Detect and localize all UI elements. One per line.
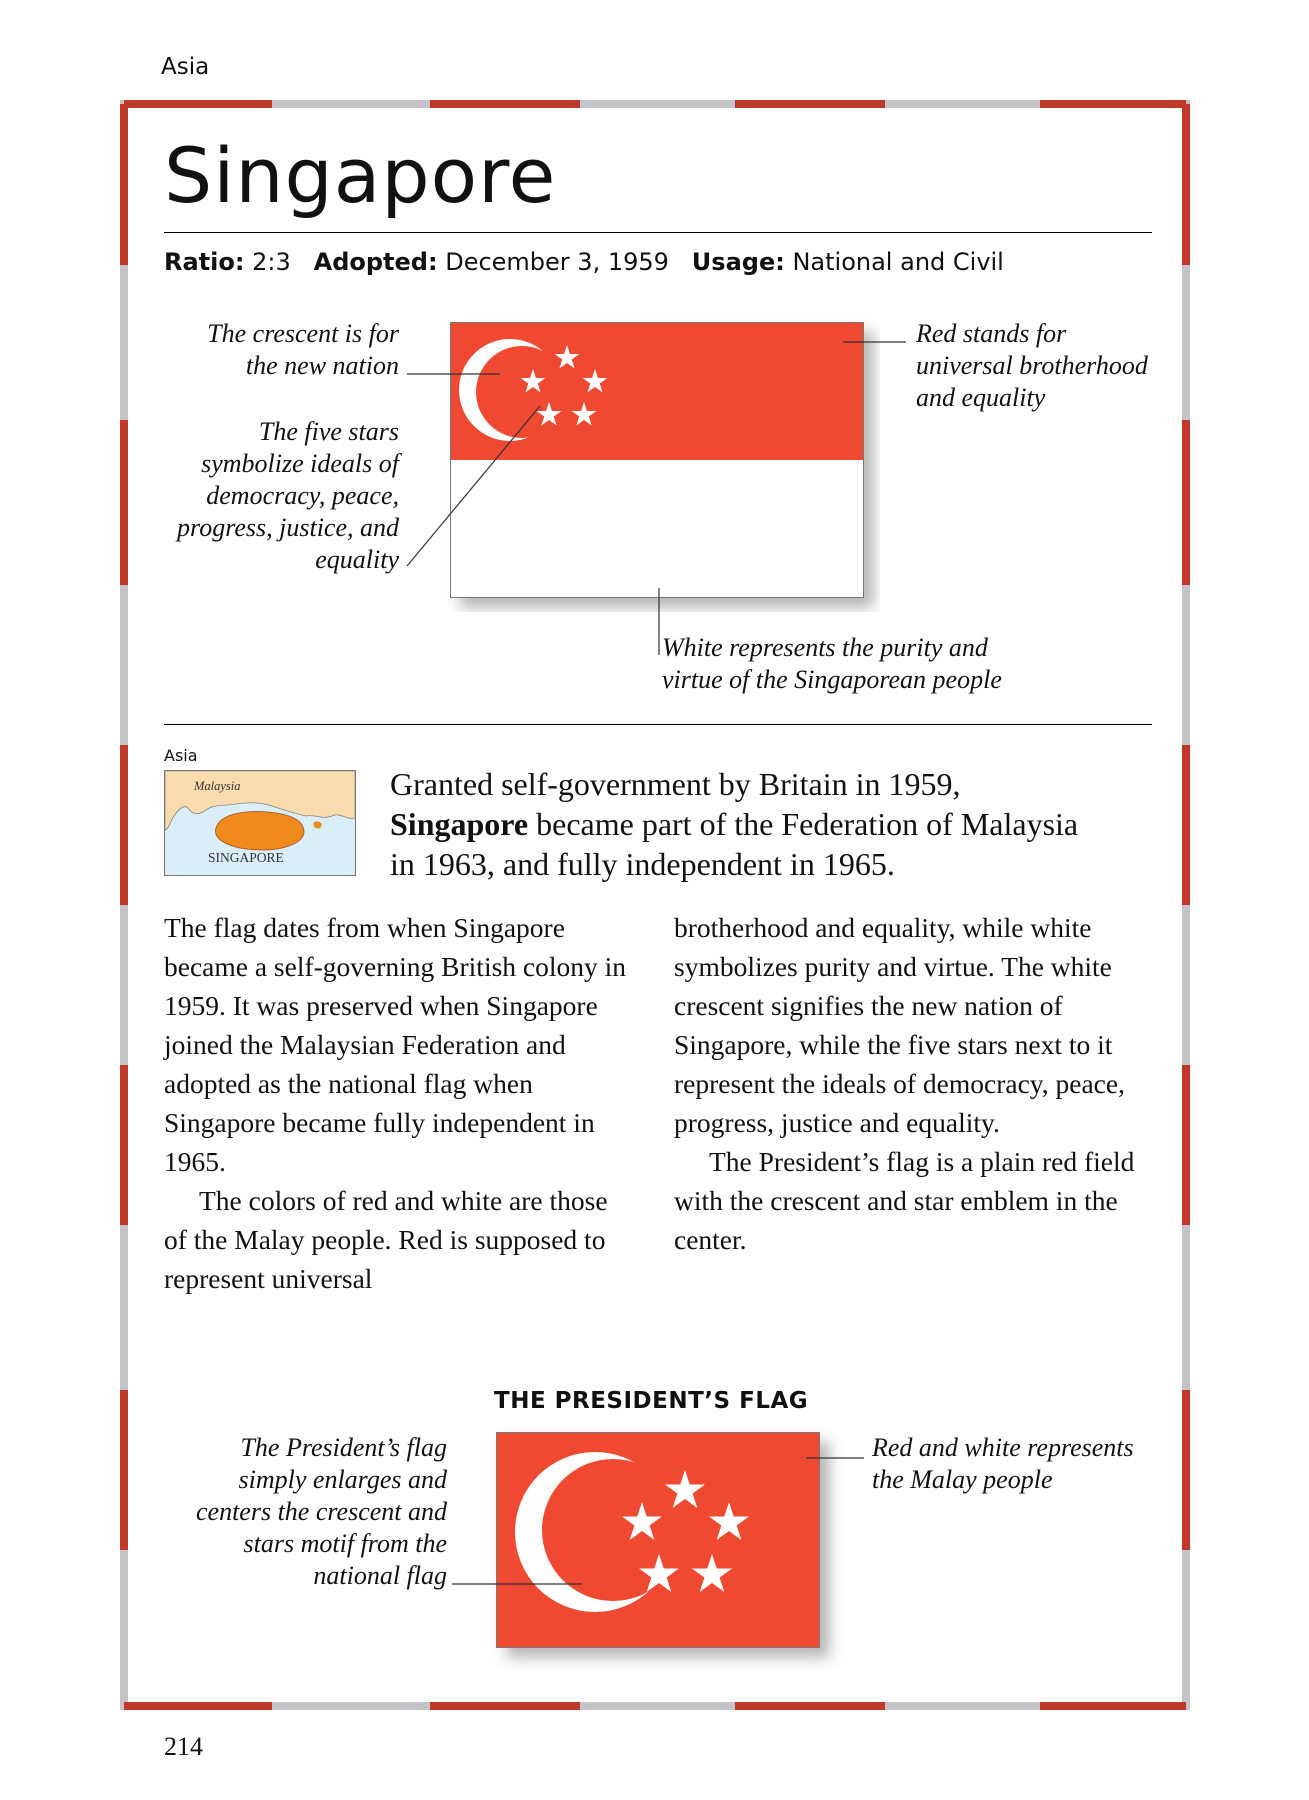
intro-paragraph: Granted self-government by Britain in 1959, Singapore became part of the Federation of Malaysia in 1963, and fully independent in 1965. [390,766,1079,882]
running-header-region: Asia [161,54,210,80]
callout-presidents-flag: The President’s flag simply enlarges and centers the crescent and stars motif from the national flag [196,1433,447,1590]
body-paragraph: The colors of red and white are those of the Malay people. Red is supposed to represent universal [164,1185,608,1294]
presidents-flag-heading: THE PRESIDENT’S FLAG [494,1388,809,1414]
ratio-label: Ratio: [164,248,245,276]
callout-white: White represents the purity and virtue of the Singaporean people [662,633,1002,694]
intro-country-name: Singapore [390,806,529,842]
body-paragraph: The President’s flag is a plain red field with the crescent and star emblem in the center. [674,1146,1135,1255]
body-column-right [674,908,1144,1259]
page-number: 214 [164,1732,203,1761]
map-region-label: Asia [164,746,198,765]
locator-map [164,770,356,876]
map-neighbor-label: Malaysia [194,779,241,793]
adopted-value: December 3, 1959 [445,248,669,276]
callout-red: Red stands for universal brotherhood and equality [916,319,1148,412]
body-paragraph: brotherhood and equality, while white symbolizes purity and virtue. The white crescent signifies the new nation of Singapore, while the five stars next to it represent the ideals of democracy, peace, progress, justice and equality. [674,912,1125,1138]
usage-value: National and Civil [792,248,1004,276]
map-country-label: SINGAPORE [208,850,284,865]
usage-label: Usage: [691,248,785,276]
ratio-value: 2:3 [252,248,291,276]
callout-red-white: Red and white represents the Malay people [872,1433,1134,1494]
body-column-left [164,908,634,1298]
page-title: Singapore [164,131,557,220]
callout-crescent: The crescent is for the new nation [207,319,399,380]
section-divider [164,724,1152,725]
body-paragraph: The flag dates from when Singapore became a self-governing British colony in 1959. It was preserved when Singapore joined the Malaysian Federation and adopted as the national flag when Singapore became fully independent in 1965. [164,912,627,1177]
callout-stars: The five stars symbolize ideals of democracy, peace, progress, justice, and equality [177,417,399,574]
singapore-island-icon [216,812,304,850]
adopted-label: Adopted: [313,248,438,276]
